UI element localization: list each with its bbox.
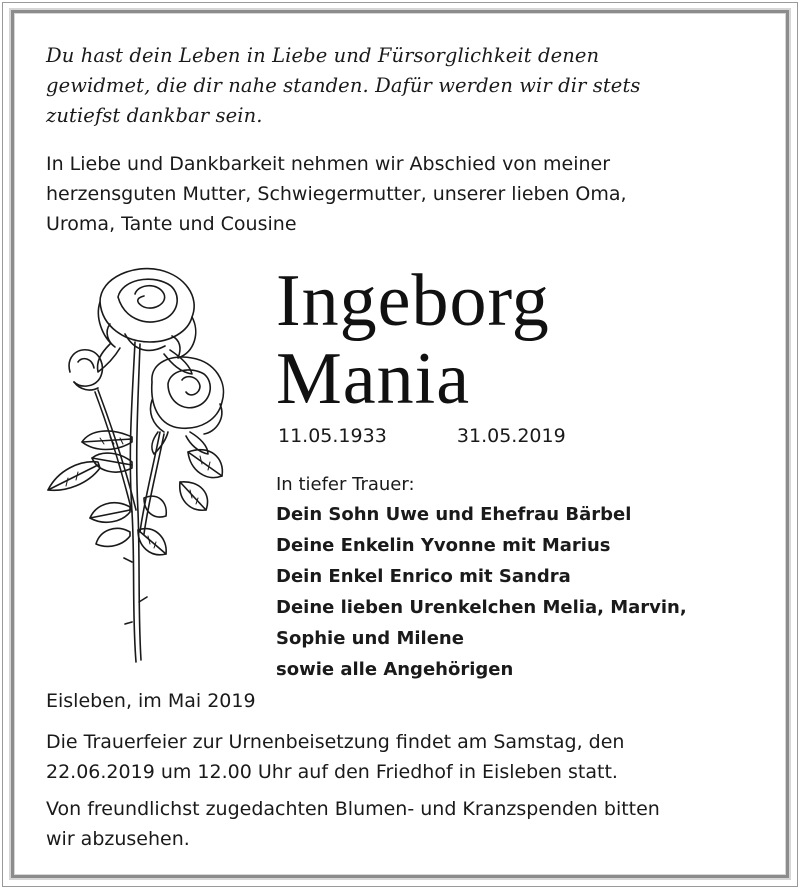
birth-date: 11.05.1933 — [278, 425, 387, 447]
intro-poem — [46, 41, 640, 131]
deceased-last-name: Mania — [276, 338, 471, 420]
ceremony-line: Die Trauerfeier zur Urnenbeisetzung findet am Samstag, den — [46, 731, 625, 753]
mourner-line: Deine lieben Urenkelchen Melia, Marvin, — [276, 597, 687, 618]
place-date: Eisleben, im Mai 2019 — [46, 690, 256, 712]
mourner-line: sowie alle Angehörigen — [276, 659, 514, 680]
life-dates — [278, 421, 566, 451]
mourner-line: Dein Enkel Enrico mit Sandra — [276, 566, 571, 587]
death-date: 31.05.2019 — [456, 425, 566, 447]
intro-poem-line: gewidmet, die dir nahe standen. Dafür werden wir dir stets — [46, 74, 641, 97]
mourner-line: Sophie und Milene — [276, 628, 464, 649]
ceremony-text — [46, 727, 624, 787]
farewell-text — [46, 149, 627, 239]
intro-poem-line: Du hast dein Leben in Liebe und Fürsorglichkeit denen — [46, 44, 600, 67]
rose-icon — [40, 262, 240, 667]
mourners-heading: In tiefer Trauer: — [276, 474, 415, 495]
flowers-note — [46, 794, 660, 854]
ceremony-line: 22.06.2019 um 12.00 Uhr auf den Friedhof in Eisleben statt. — [46, 761, 618, 783]
mourner-line: Deine Enkelin Yvonne mit Marius — [276, 535, 611, 556]
mourner-line: Dein Sohn Uwe und Ehefrau Bärbel — [276, 504, 632, 525]
deceased-first-name: Ingeborg — [276, 260, 550, 342]
intro-poem-line: zutiefst dankbar sein. — [46, 104, 263, 127]
farewell-line: In Liebe und Dankbarkeit nehmen wir Abschied von meiner — [46, 153, 611, 175]
mourners-list — [276, 499, 687, 685]
farewell-line: Uroma, Tante und Cousine — [46, 213, 297, 235]
flowers-note-line: Von freundlichst zugedachten Blumen- und Kranzspenden bitten — [46, 798, 660, 820]
farewell-line: herzensguten Mutter, Schwiegermutter, unserer lieben Oma, — [46, 183, 627, 205]
flowers-note-line: wir abzusehen. — [46, 828, 190, 850]
